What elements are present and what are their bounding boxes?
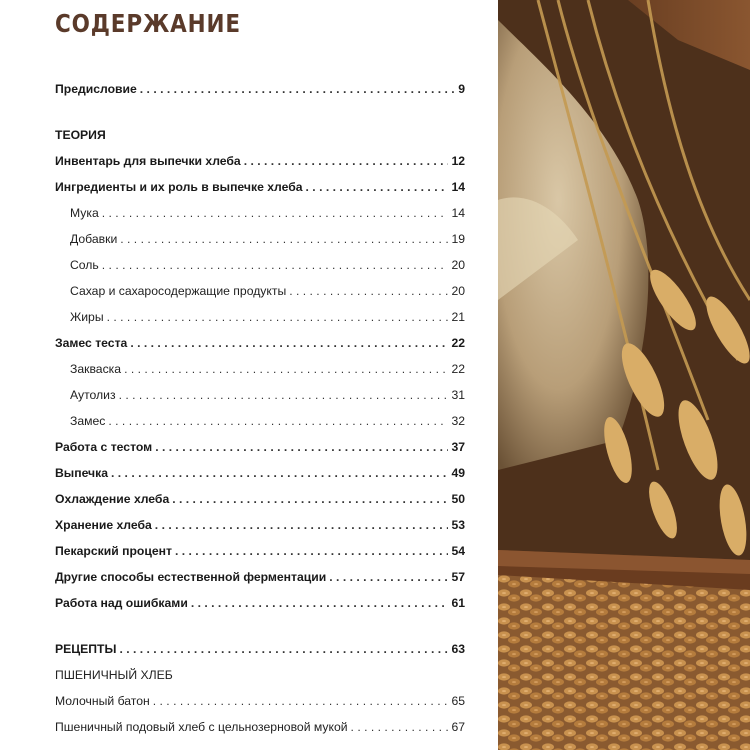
section-gap [55,622,465,642]
leader-dots [155,518,449,532]
leader-dots [191,596,449,610]
leader-dots [120,232,448,246]
toc-entry[interactable] [55,596,465,622]
toc-entry-page-number: 20 [451,284,465,298]
toc-entry[interactable] [55,388,465,414]
leader-dots [140,82,455,96]
toc-entry[interactable] [55,492,465,518]
leader-dots [108,414,448,428]
toc-entry[interactable] [55,206,465,232]
toc-entry[interactable] [55,694,465,720]
toc-entry-page-number: 53 [451,518,465,532]
toc-entry-label: Ингредиенты и их роль в выпечке хлеба [55,180,303,194]
leader-dots [119,388,449,402]
leader-dots [306,180,449,194]
toc-entry[interactable] [55,414,465,440]
toc-entry-page-number: 63 [451,642,465,656]
toc-entry-page-number: 67 [451,720,465,734]
toc-entry[interactable] [55,362,465,388]
toc-entry[interactable] [55,284,465,310]
toc-entry-label: Добавки [70,232,118,246]
toc-entry-label: Другие способы естественной ферментации [55,570,327,584]
toc-entry-page-number: 61 [451,596,465,610]
toc-entry-page-number: 9 [458,82,465,96]
leader-dots [111,466,448,480]
toc-entry[interactable] [55,466,465,492]
toc-entry[interactable] [55,518,465,544]
leader-dots [102,258,449,272]
toc-entry-page-number: 22 [451,336,465,350]
toc-entry-page-number: 21 [451,310,465,324]
toc-entry-page-number: 22 [451,362,465,376]
leader-dots [153,694,449,708]
toc-entry-label: РЕЦЕПТЫ [55,642,117,656]
toc-entry-label: Жиры [70,310,104,324]
toc-entry [55,668,465,694]
leader-dots [289,284,448,298]
toc-entry[interactable] [55,82,465,108]
toc-entry-label: ПШЕНИЧНЫЙ ХЛЕБ [55,668,173,682]
toc-entry-page-number: 14 [451,180,465,194]
toc-entry[interactable] [55,336,465,362]
toc-entry[interactable] [55,642,465,668]
leader-dots [124,362,448,376]
toc-entry-page-number: 19 [451,232,465,246]
toc-entry[interactable] [55,720,465,746]
toc-entry-label: Выпечка [55,466,108,480]
section-gap [55,108,465,128]
leader-dots [175,544,448,558]
page-title: СОДЕРЖАНИЕ [55,9,241,38]
toc-entry-page-number: 57 [451,570,465,584]
leader-dots [107,310,449,324]
toc-entry[interactable] [55,570,465,596]
toc-entry-page-number: 37 [451,440,465,454]
leader-dots [329,570,448,584]
toc-entry-label: Соль [70,258,99,272]
table-of-contents [55,82,465,746]
toc-entry-page-number: 14 [451,206,465,220]
toc-entry-label: Пекарский процент [55,544,172,558]
leader-dots [351,720,449,734]
leader-dots [244,154,449,168]
toc-entry[interactable] [55,544,465,570]
toc-entry-label: Предисловие [55,82,137,96]
toc-entry[interactable] [55,154,465,180]
toc-entry-page-number: 12 [451,154,465,168]
toc-entry-label: Хранение хлеба [55,518,152,532]
toc-entry[interactable] [55,180,465,206]
toc-entry-label: Аутолиз [70,388,116,402]
leader-dots [102,206,449,220]
toc-entry-page-number: 32 [451,414,465,428]
wheat-photo [498,0,750,750]
toc-entry-page-number: 54 [451,544,465,558]
toc-entry-label: Замес [70,414,106,428]
toc-entry-label: Работа с тестом [55,440,153,454]
toc-entry-page-number: 49 [451,466,465,480]
leader-dots [130,336,448,350]
toc-entry-label: Закваска [70,362,122,376]
leader-dots [119,642,448,656]
toc-entry-page-number: 50 [451,492,465,506]
toc-entry-page-number: 65 [451,694,465,708]
leader-dots [155,440,448,454]
toc-entry-page-number: 31 [451,388,465,402]
toc-entry[interactable] [55,440,465,466]
toc-entry[interactable] [55,232,465,258]
toc-entry-page-number: 20 [451,258,465,272]
toc-entry[interactable] [55,310,465,336]
leader-dots [172,492,448,506]
toc-entry-label: Охлаждение хлеба [55,492,170,506]
toc-entry-label: Молочный батон [55,694,150,708]
toc-entry-label: ТЕОРИЯ [55,128,106,142]
toc-entry[interactable] [55,258,465,284]
toc-entry [55,128,465,154]
toc-entry-label: Работа над ошибками [55,596,188,610]
toc-entry-label: Мука [70,206,99,220]
toc-entry-label: Сахар и сахаросодержащие продукты [70,284,287,298]
toc-entry-label: Инвентарь для выпечки хлеба [55,154,241,168]
toc-entry-label: Пшеничный подовый хлеб с цельнозерновой мукой [55,720,348,734]
toc-entry-label: Замес теста [55,336,128,350]
